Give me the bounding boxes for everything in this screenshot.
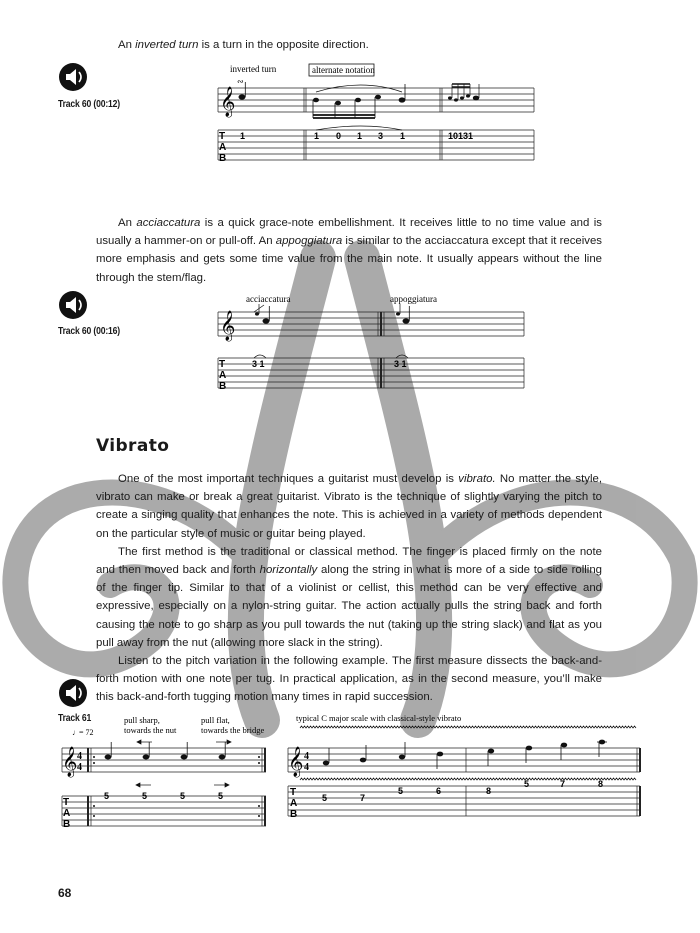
time-sig-top: 4 [77, 751, 82, 762]
tempo-marking: ♩ [72, 728, 80, 737]
speaker-icon [58, 62, 88, 92]
label-pull-flat: pull flat, [201, 715, 230, 725]
tab-fret: 1 [357, 131, 363, 141]
tab-fret: 1 [314, 131, 320, 141]
tab-fret: 8 [486, 786, 492, 796]
page-number: 68 [58, 886, 72, 900]
speaker-icon [58, 290, 88, 320]
tab-fret: 7 [360, 793, 366, 803]
term-vibrato: vibrato. [458, 473, 496, 485]
term-appoggiatura: appoggiatura [275, 235, 343, 248]
tab-frets-m3: 10131 [448, 131, 474, 141]
tab-letter-b: B [63, 819, 71, 830]
tab-letter-a: A [219, 142, 227, 153]
track-label-61: Track 61 [58, 712, 92, 724]
tab-fret: 1 [400, 131, 406, 141]
tab-fret: 8 [598, 779, 604, 789]
tab-frets-acciaccatura: 3 1 [252, 359, 265, 369]
term-acciaccatura: acciaccatura [136, 217, 201, 229]
tab-fret: 5 [104, 791, 110, 801]
label-appoggiatura: appoggiatura [390, 294, 437, 304]
tab-letter-b: B [219, 381, 227, 392]
label-scale-vibrato: typical C major scale with classical-style vibrato [296, 713, 462, 723]
tab-letter-a: A [63, 808, 71, 819]
audio-icon-track-60b[interactable] [58, 290, 88, 320]
label-acciaccatura: acciaccatura [246, 294, 291, 304]
tab-letter-b: B [219, 153, 227, 164]
label-inverted-turn: inverted turn [230, 64, 277, 74]
time-sig-top: 4 [304, 751, 309, 762]
treble-clef: 𝄞 [62, 747, 78, 776]
tab-fret: 5 [322, 793, 328, 803]
paragraph-grace-notes: An acciaccatura is a quick grace-note embellishment. It receives little to no time value and is usually a hammer-on or pull-off. An appoggiatura is similar to the acciaccatura except that it receives more emphasis and gets some time value from the main note. It usually appears without the line through the stem/flag. [96, 217, 602, 284]
tempo-value: = 72 [79, 728, 94, 737]
label-pull-sharp: pull sharp, [124, 715, 160, 725]
treble-clef: 𝄞 [220, 311, 236, 340]
intro-text-pre: An [118, 39, 136, 51]
tab-fret: 5 [142, 791, 148, 801]
paragraph-vibrato-2: The first method is the traditional or classical method. The finger is placed firmly on the note and then moved back and forth horizontally along the string in what is more of a side to side rolling of the finger tip. Similar to that of a violinist or cellist, this method can be very effective and expressive, especially on a nylon-string guitar. The action actually pulls the string back and forth causing the note to go sharp as you pull towards the nut (taking up the string slack) and flat as you pull away from the nut (allowing more slack in the string). [96, 545, 602, 649]
tab-letter-t: T [290, 787, 297, 798]
audio-icon-track-60a[interactable] [58, 62, 88, 92]
label-alternate-notation: alternate notation [312, 65, 375, 75]
tab-letter-a: A [219, 370, 227, 381]
tab-fret: 5 [218, 791, 224, 801]
tab-fret: 6 [436, 786, 442, 796]
term-horizontally: horizontally [259, 564, 318, 577]
label-towards-bridge: towards the bridge [201, 725, 265, 735]
label-towards-nut: towards the nut [124, 725, 177, 735]
intro-text-post: is a turn in the opposite direction. [198, 39, 369, 51]
treble-clef: 𝄞 [288, 747, 304, 776]
intro-term: inverted turn [135, 39, 199, 51]
tab-letter-t: T [219, 131, 226, 142]
notation-example-1 [212, 60, 542, 170]
vibrato-body [96, 470, 602, 707]
paragraph-vibrato-3: Listen to the pitch variation in the following example. The first measure dissects the back-and-forth motion with one note per tug. In practical application, as in the second measure, you’ll make this back-and-forth tugging motion many times in rapid succession. [96, 655, 602, 704]
tab-fret: 5 [398, 786, 404, 796]
tab-fret: 0 [336, 131, 342, 141]
tab-fret: 7 [560, 779, 566, 789]
tab-letter-b: B [290, 809, 298, 820]
notation-example-2 [212, 290, 542, 400]
treble-clef: 𝄞 [220, 87, 236, 116]
time-sig-bottom: 4 [77, 762, 82, 773]
tab-fret: 5 [180, 791, 186, 801]
tab-fret: 3 [378, 131, 384, 141]
intro-line [118, 36, 638, 54]
tab-fret: 1 [240, 131, 246, 141]
notation-example-3 [56, 712, 646, 852]
section-heading-vibrato: Vibrato [96, 436, 170, 456]
tab-fret: 5 [524, 779, 530, 789]
time-sig-bottom: 4 [304, 762, 309, 773]
svg-text:∾: ∾ [237, 77, 244, 86]
tab-letter-t: T [63, 797, 70, 808]
paragraph-vibrato-1: One of the most important techniques a guitarist must develop is vibrato. No matter the style, vibrato can make or break a great guitarist. Vibrato is the technique of slightly varying the pitch to create a singing quality that enhances the note. This is achieved in a variety of methods dependent on the particular style of music or guitar being played. [96, 473, 602, 540]
tab-letter-a: A [290, 798, 298, 809]
tab-frets-appoggiatura: 3 1 [394, 359, 407, 369]
track-label-60b: Track 60 (00:16) [58, 325, 120, 337]
track-label-60a: Track 60 (00:12) [58, 98, 120, 110]
tab-letter-t: T [219, 359, 226, 370]
audio-icon-track-61[interactable] [58, 678, 88, 708]
speaker-icon [58, 678, 88, 708]
